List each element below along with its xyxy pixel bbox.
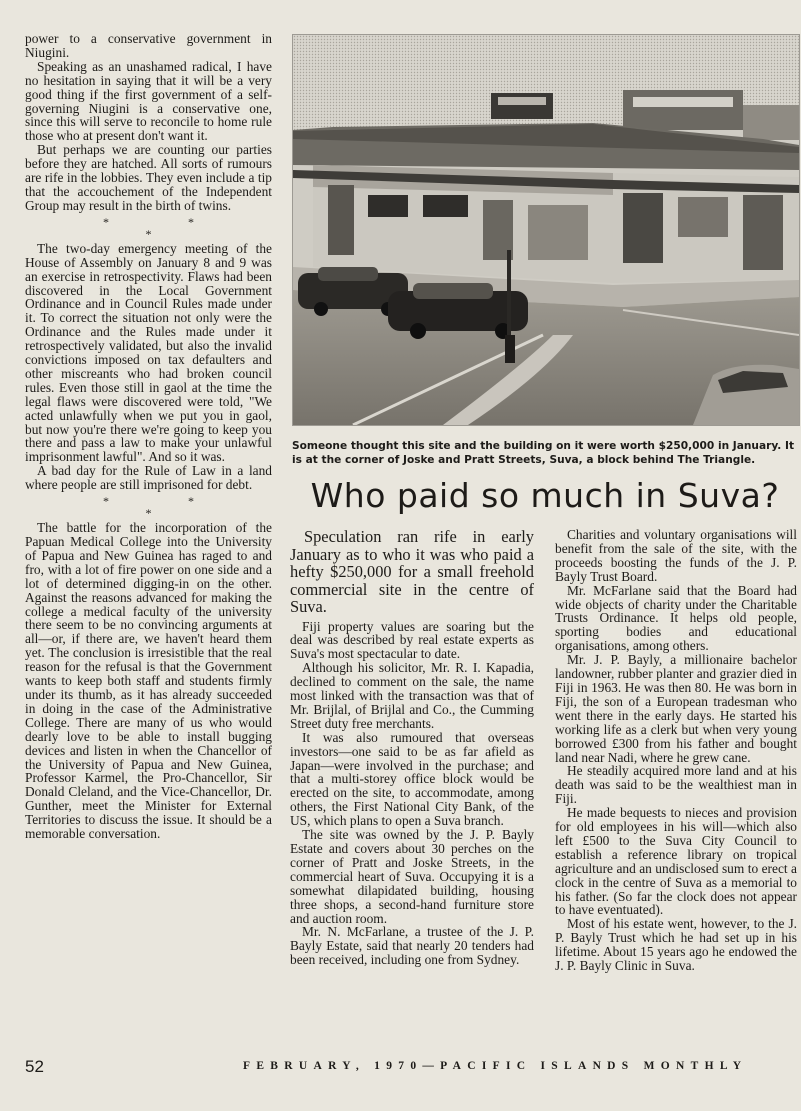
paragraph: He steadily acquired more land and at his death was said to be the wealthiest man in Fiji. bbox=[555, 763, 797, 807]
paragraph: Charities and voluntary organisations will benefit from the sale of the site, with the proceeds boosting the funds of the J. P. Bayly Trust Board. bbox=[555, 527, 797, 584]
right-column bbox=[555, 528, 797, 973]
paragraph: Speaking as an unashamed radical, I have no hesitation in saying that it will be a very good thing if the first government of a self-governing Niugini is a conservative one, since this will serve to reconcile to home rule those who at present don't want it. bbox=[25, 58, 272, 144]
middle-column bbox=[290, 528, 534, 967]
paragraph: Mr. N. McFarlane, a trustee of the J. P. Bayly Estate, said that nearly 20 tenders had been received, including one from Sydney. bbox=[290, 924, 534, 968]
left-column bbox=[25, 32, 272, 841]
paragraph: The battle for the incorporation of the Papuan Medical College into the University of Papua and New Guinea has raged to and fro, with a lot of fire power on one side and a lot of determined digging-in on the other. Against the reasons advanced for making the college a medical faculty of the university there seem to be no convincing arguments at all—or, if there are, we haven't heard them yet. The conclusion is irresistible that the real reason for the refusal is that the Government wants to keep both staff and students firmly under its thumb, as it has already succeeded in doing in the case of the Administrative College. There are many of us who would dearly love to be able to install bugging devices and listen in when the Chancellor of the University of Papua and New Guinea, Professor Karmel, the Pro-Chancellor, Sir Donald Cleland, and the Vice-Chancellor, Dr. Gunther, meet the Minister for External Territories to discuss the issue. It should be a memorable conversation. bbox=[25, 520, 272, 842]
section-separator: * * * bbox=[103, 494, 232, 521]
photo-caption: Someone thought this site and the building on it were worth $250,000 in January. It is at the corner of Joske and Pratt Streets, Suva, a block behind The Triangle. bbox=[292, 440, 795, 466]
section-separator: * * * bbox=[103, 214, 232, 241]
paragraph: A bad day for the Rule of Law in a land where people are still imprisoned for debt. bbox=[25, 463, 272, 493]
paragraph: It was also rumoured that overseas investors—one said to be as far afield as Japan—were involved in the purchase; and that a multi-storey office block would be erected on the site, to accommodate, among others, the First National City Bank, of the US, which plans to open a Suva branch. bbox=[290, 729, 534, 829]
running-footer: FEBRUARY, 1970—PACIFIC ISLANDS MONTHLY bbox=[243, 1060, 748, 1072]
paragraph: Fiji property values are soaring but the deal was described by real estate experts as Suva's most spectacular to date. bbox=[290, 618, 534, 662]
paragraph: The site was owned by the J. P. Bayly Estate and covers about 30 perches on the corner of Pratt and Joske Streets, in the commercial heart of Suva. Occupying it is a somewhat dilapidated building, housing three shops, a second-hand furniture store and auction room. bbox=[290, 827, 534, 926]
paragraph: Mr. J. P. Bayly, a millionaire bachelor landowner, rubber planter and grazier died in Fiji in 1963. He was then 80. He was born in Fiji, the son of a European tradesman who went there in the early days. He started his working life as a clerk but when very young borrowed £300 from his father and bought land near Nadi, where he grew cane. bbox=[555, 652, 797, 765]
street-corner-photo bbox=[292, 34, 800, 426]
paragraph: Mr. McFarlane said that the Board had wide objects of charity under the Charitable Trusts Ordinance. It helps old people, sporting bodies and educational organisations, among others. bbox=[555, 582, 797, 654]
article-headline: Who paid so much in Suva? bbox=[310, 476, 780, 515]
paragraph: Although his solicitor, Mr. R. I. Kapadia, declined to comment on the sale, the name most linked with the transaction was that of Mr. Brijlal, of Brijlal and Co., the Cumming Street duty free merchants. bbox=[290, 660, 534, 731]
paragraph: He made bequests to nieces and provision for old employees in his will—which also left £500 to the Suva City Council to establish a reference library on tropical agriculture and an undisclosed sum to erect a clock in the centre of Suva as a memorial to his father. (So far the clock does not appear to have eventuated). bbox=[555, 805, 797, 918]
page-number: 52 bbox=[25, 1057, 44, 1076]
paragraph: Most of his estate went, however, to the J. P. Bayly Trust which he had set up in his lifetime. About 15 years ago he endowed the J. P. Bayly Clinic in Suva. bbox=[555, 916, 797, 974]
paragraph: power to a conservative government in Niugini. bbox=[25, 31, 272, 60]
paragraph: But perhaps we are counting our parties before they are hatched. All sorts of rumours are rife in the lobbies. They even include a tip that the accouchement of the Independent Group may result in the birth of twins. bbox=[25, 142, 272, 213]
page-footer bbox=[25, 1057, 797, 1081]
article-lede: Speculation ran rife in early January as to who it was who paid a hefty $250,000 for a small freehold commercial site in the centre of Suva. bbox=[290, 527, 534, 616]
paragraph: The two-day emergency meeting of the House of Assembly on January 8 and 9 was an exercise in retrospectivity. Flaws had been discovered in the Local Government Ordinance and in Council Rules made under it. To correct the situation not only were the Ordinance and the Rules made under it retrospectively validated, but also the invalid convictions imposed on tax defaulters and other miscreants who had broken council rules. Even those still in gaol at the time the legal flaws were discovered were told, "We acted unlawfully when we put you in gaol, but now you're there we're going to keep you there and pass a law to make your unlawful imprisonment lawful". And so it was. bbox=[25, 240, 272, 465]
